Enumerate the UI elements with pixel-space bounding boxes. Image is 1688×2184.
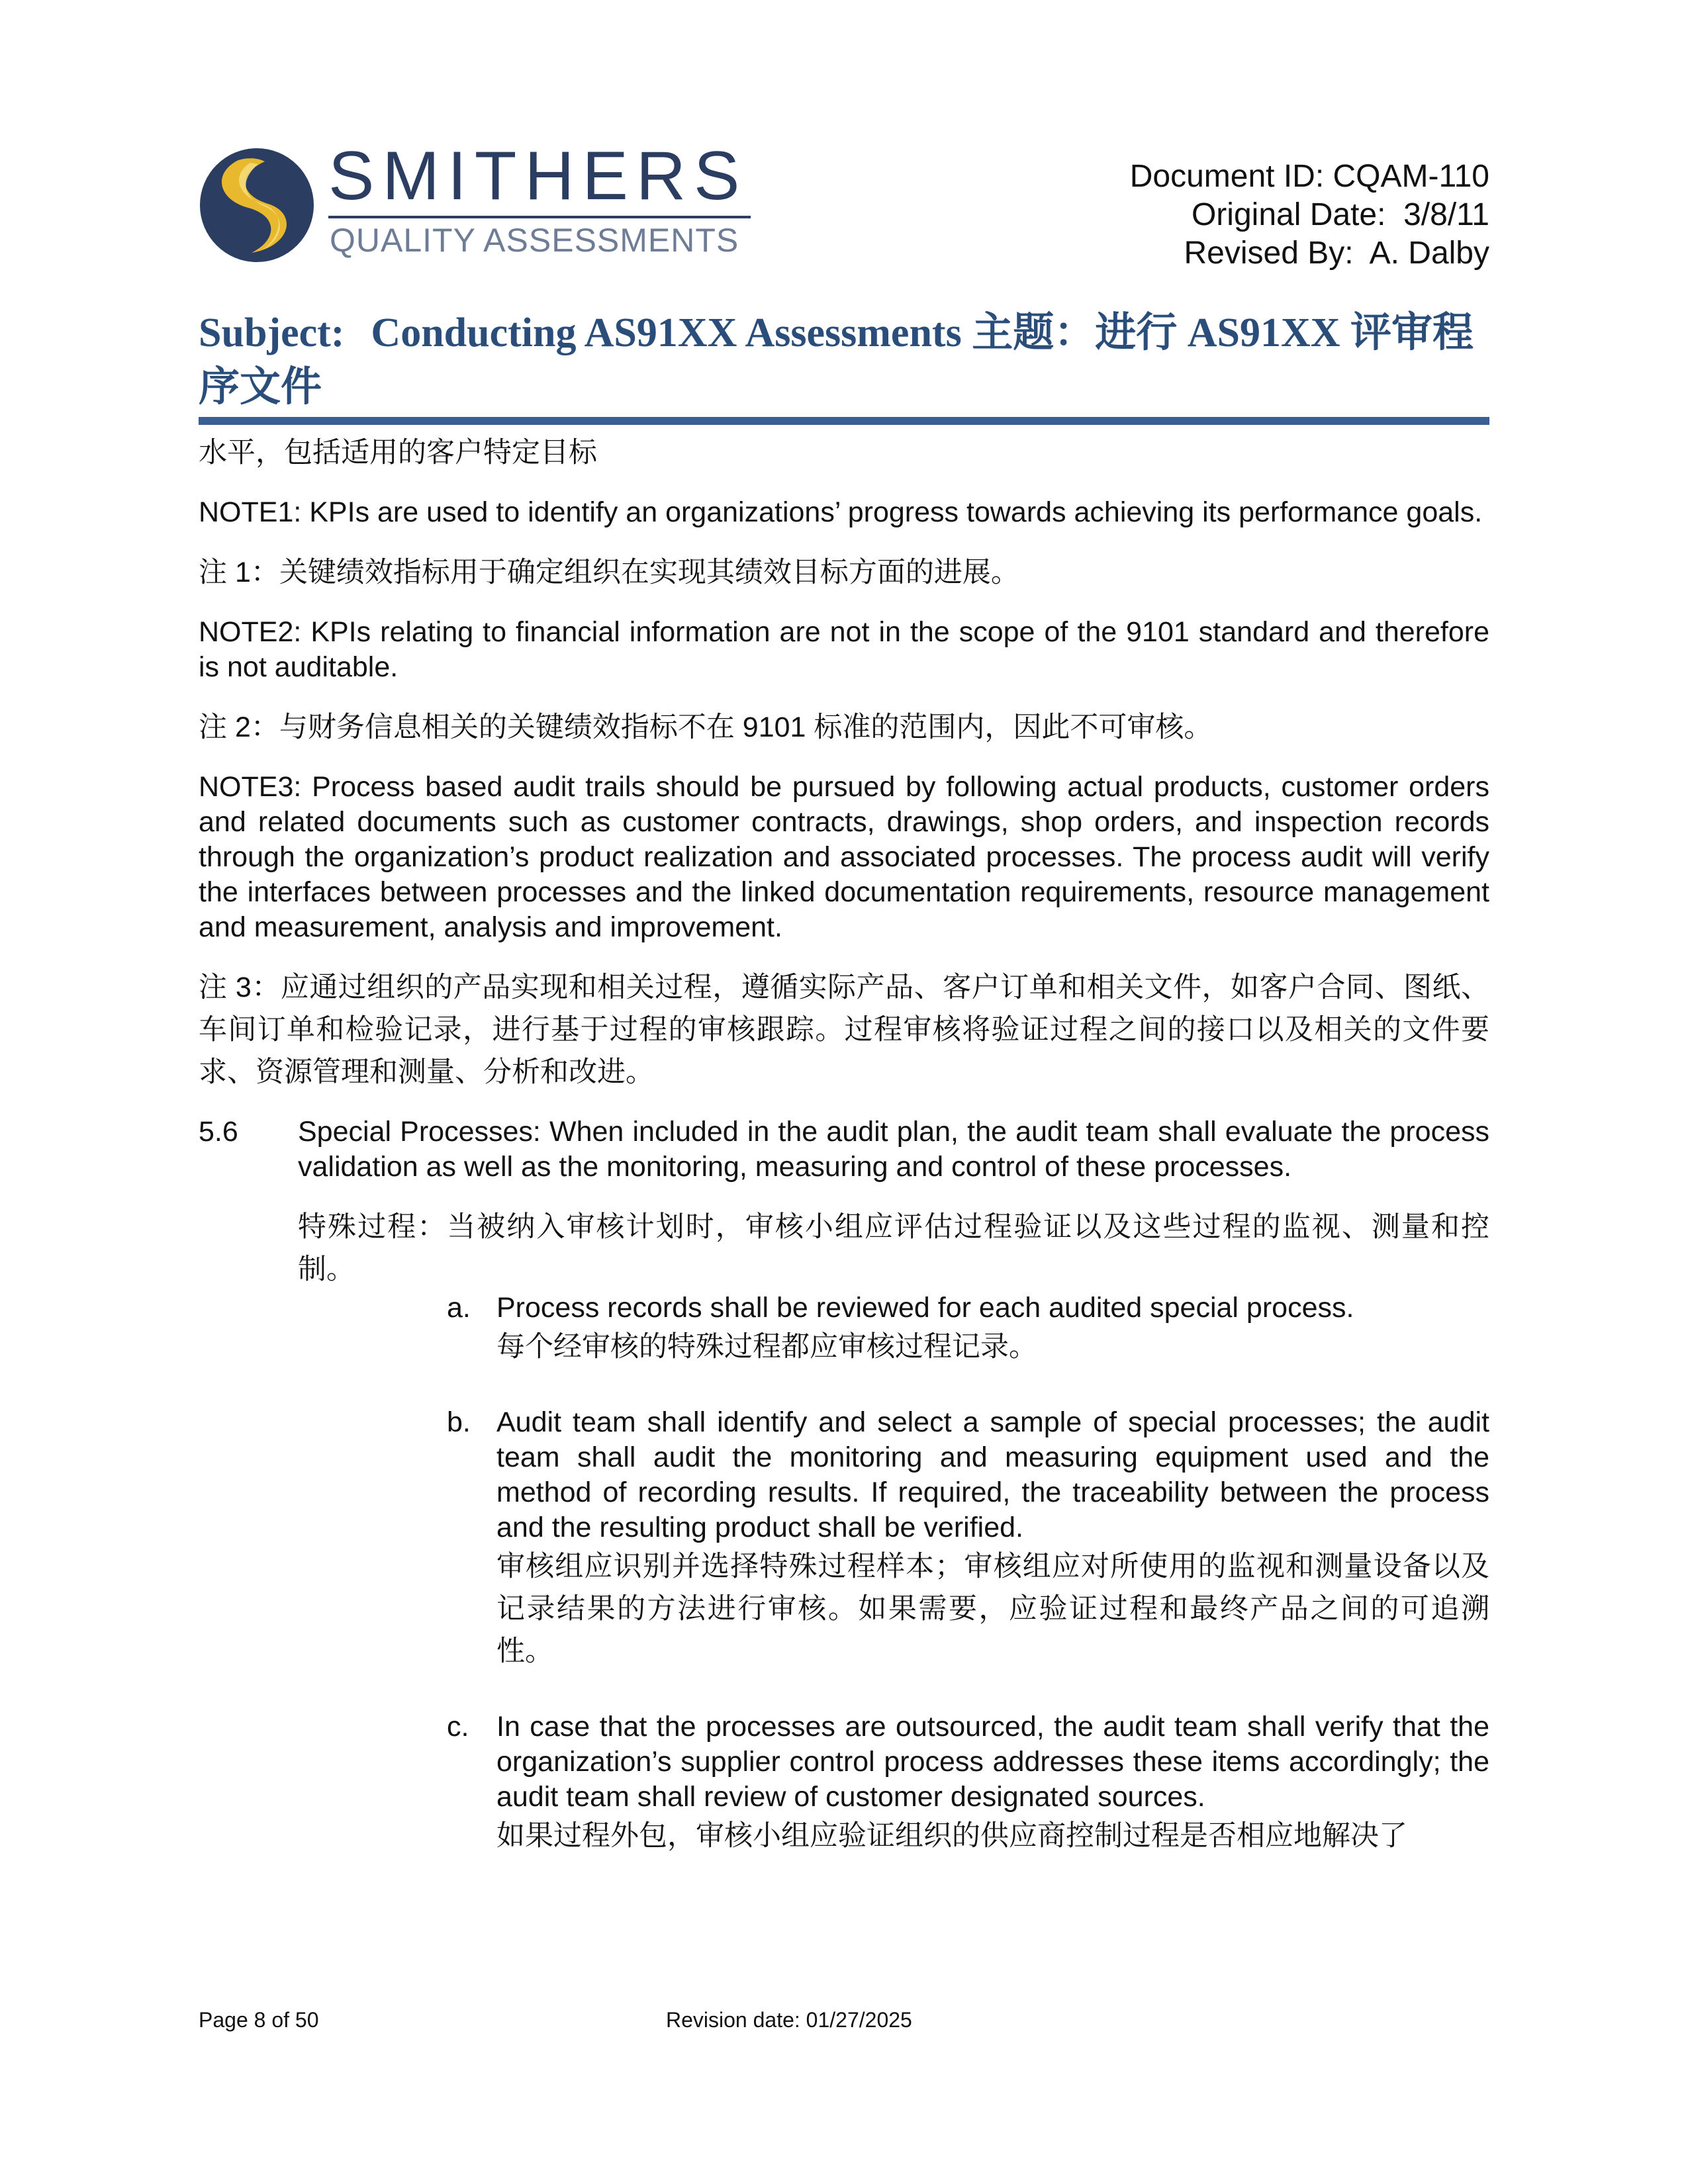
- subject-text: Conducting AS91XX Assessments 主题：进行 AS91XX 评审程序文件: [199, 310, 1474, 410]
- note3-cn: 注 3：应通过组织的产品实现和相关过程，遵循实际产品、客户订单和相关文件，如客户合同、图纸、车间订单和检验记录，进行基于过程的审核跟踪。过程审核将验证过程之间的接口以及相关的文件要求、资源管理和测量、分析和改进。: [199, 972, 1489, 1088]
- revision-date: Revision date: 01/27/2025: [666, 2008, 912, 2032]
- note1-cn: 注 1：关键绩效指标用于确定组织在实现其绩效目标方面的进展。: [199, 557, 1019, 588]
- item-text-cn: 如果过程外包，审核小组应验证组织的供应商控制过程是否相应地解决了: [496, 1820, 1407, 1852]
- revised-by: Revised By: A. Dalby: [1184, 236, 1489, 271]
- header-rule: [199, 417, 1489, 425]
- note2-en: NOTE2: KPIs relating to financial information are not in the scope of the 9101 standard and therefore is not auditable.: [199, 616, 1489, 683]
- list-item: [447, 1291, 1489, 1368]
- item-text-en: In case that the processes are outsourced, the audit team shall verify that the organization’s supplier control process addresses these items accordingly; the audit team shall review of customer designated sources.: [496, 1711, 1489, 1813]
- document-id: Document ID: CQAM-110: [1129, 159, 1489, 194]
- section-text-en: Special Processes: When included in the audit plan, the audit team shall evaluate the process validation as well as the monitoring, measuring and control of these processes.: [298, 1116, 1489, 1183]
- item-text-cn: 审核组应识别并选择特殊过程样本；审核组应对所使用的监视和测量设备以及记录结果的方法进行审核。如果需要，应验证过程和最终产品之间的可追溯性。: [496, 1551, 1489, 1667]
- logo-divider: [328, 216, 751, 218]
- section-5-6: [199, 1115, 1489, 1291]
- document-meta: [1130, 158, 1489, 273]
- list-item: [447, 1709, 1489, 1857]
- logo-wordmark: SMITHERS: [328, 138, 748, 214]
- note3-en: NOTE3: Process based audit trails should be pursued by following actual products, customer orders and related documents such as customer contracts, drawings, shop orders, and inspection records through the organization’s product realization and associated processes. The process audit will verify the interfaces between processes and the linked documentation requirements, resource management and measurement, analysis and improvement.: [199, 771, 1489, 943]
- item-letter: a.: [447, 1292, 471, 1324]
- subject-label: Subject:: [199, 310, 345, 355]
- item-letter: b.: [447, 1406, 471, 1438]
- logo-subtitle: QUALITY ASSESSMENTS: [330, 222, 739, 259]
- smithers-logo: [199, 138, 755, 263]
- continued-line: 水平，包括适用的客户特定目标: [199, 437, 597, 469]
- note1-en: NOTE1: KPIs are used to identify an organizations’ progress towards achieving its performance goals.: [199, 496, 1483, 528]
- item-text-en: Audit team shall identify and select a sample of special processes; the audit team shall audit the monitoring and measuring equipment used and the method of recording results. If required, the traceability between the process and the resulting product shall be verified.: [496, 1406, 1489, 1543]
- item-text-cn: 每个经审核的特殊过程都应审核过程记录。: [496, 1331, 1037, 1363]
- section-text-cn: 特殊过程：当被纳入审核计划时，审核小组应评估过程验证以及这些过程的监视、测量和控制。: [298, 1211, 1489, 1285]
- subject-heading: [199, 306, 1489, 414]
- section-number: 5.6: [199, 1116, 238, 1148]
- special-process-list: [447, 1291, 1489, 1857]
- item-text-en: Process records shall be reviewed for each audited special process.: [496, 1292, 1354, 1324]
- page-number: Page 8 of 50: [199, 2008, 319, 2032]
- list-item: [447, 1405, 1489, 1672]
- smithers-s-emblem-icon: [199, 147, 315, 263]
- note2-cn: 注 2：与财务信息相关的关键绩效指标不在 9101 标准的范围内，因此不可审核。: [199, 711, 1213, 743]
- item-letter: c.: [447, 1711, 469, 1743]
- original-date: Original Date: 3/8/11: [1191, 197, 1489, 232]
- page-body: [199, 432, 1489, 1857]
